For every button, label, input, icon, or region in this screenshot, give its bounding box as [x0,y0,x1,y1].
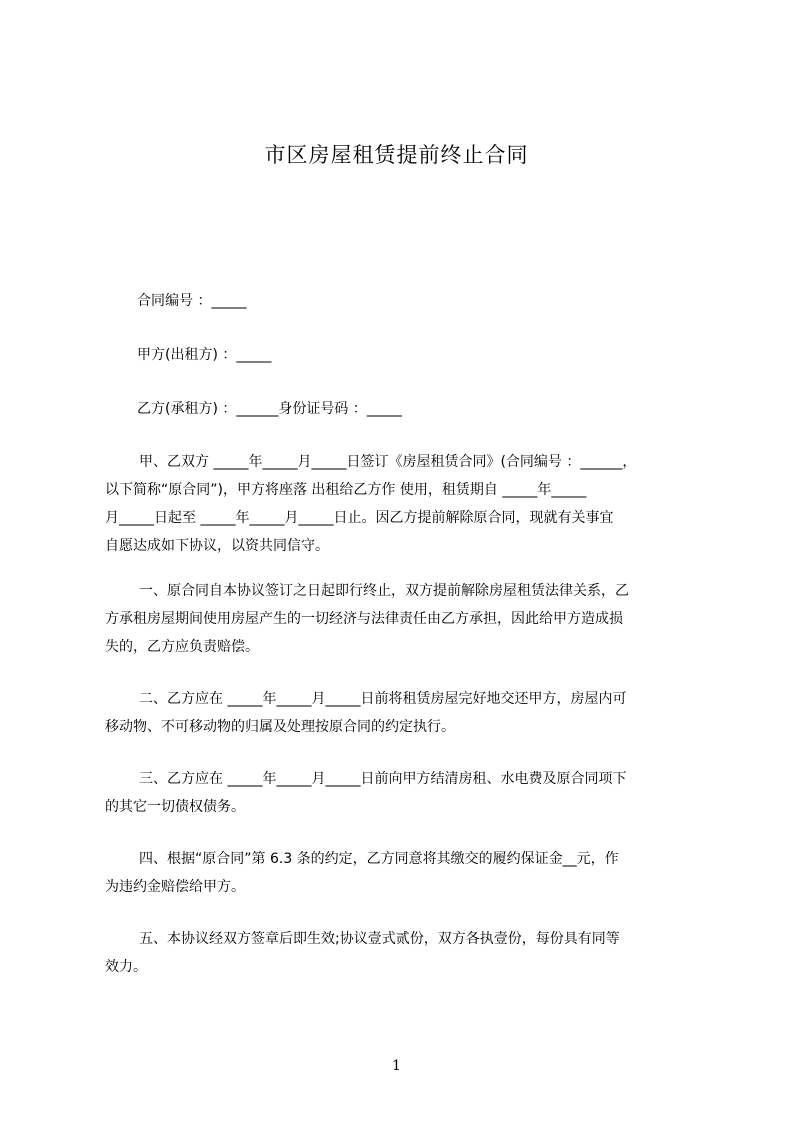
clause-1-paragraph [105,577,701,661]
clause-5-line-1: 五、本协议经双方签章后即生效;协议壹式贰份，双方各执壹份，每份具有同等 [139,931,620,947]
clause-1-line-3: 失的，乙方应负责赔偿。 [105,639,259,655]
intro-paragraph [105,448,701,560]
clause-2-line-2: 移动物、不可移动物的归属及处理按原合同的约定执行。 [105,719,455,735]
clause-4-line-1: 四、根据“原合同”第 6.3 条的约定，乙方同意将其缴交的履约保证金__元，作 [139,851,619,867]
document-title: 市区房屋租赁提前终止合同 [264,143,529,167]
party-b-field: 乙方(承租方) ：______身份证号码 ：_____ [137,401,402,417]
clause-2-line-1: 二、乙方应在 _____年_____月_____日前将租赁房屋完好地交还甲方，房屋内可 [139,691,627,707]
intro-line-1: 甲、乙双方 _____年_____月_____日签订《房屋租赁合同》(合同编号 ：______， [139,454,637,470]
clause-3-line-2: 的其它一切债权债务。 [105,799,245,815]
clause-5-line-2: 效力。 [105,959,147,975]
clause-1-line-2: 方承租房屋期间使用房屋产生的一切经济与法律责任由乙方承担，因此给甲方造成损 [105,611,623,627]
intro-line-4: 自愿达成如下协议，以资共同信守。 [105,538,329,554]
clause-4-line-2: 为违约金赔偿给甲方。 [105,879,245,895]
clause-5-paragraph [105,925,701,981]
contract-number-field: 合同编号 ：_____ [137,293,247,309]
party-a-field: 甲方(出租方) ：_____ [137,347,272,363]
page-number: 1 [392,1058,401,1074]
clause-1-line-1: 一、原合同自本协议签订之日起即行终止，双方提前解除房屋租赁法律关系，乙 [139,583,629,599]
clause-4-paragraph [105,845,701,901]
clause-3-paragraph [105,765,701,821]
clause-2-paragraph [105,685,701,741]
intro-line-3: 月_____日起至 _____年_____月_____日止。因乙方提前解除原合同，现就有关事宜 [105,510,614,526]
clause-3-line-1: 三、乙方应在 _____年_____月_____日前向甲方结清房租、水电费及原合同项下 [139,771,627,787]
intro-line-2: 以下简称“原合同”)，甲方将座落 出租给乙方作 使用，租赁期自 _____年_____ [105,482,587,498]
